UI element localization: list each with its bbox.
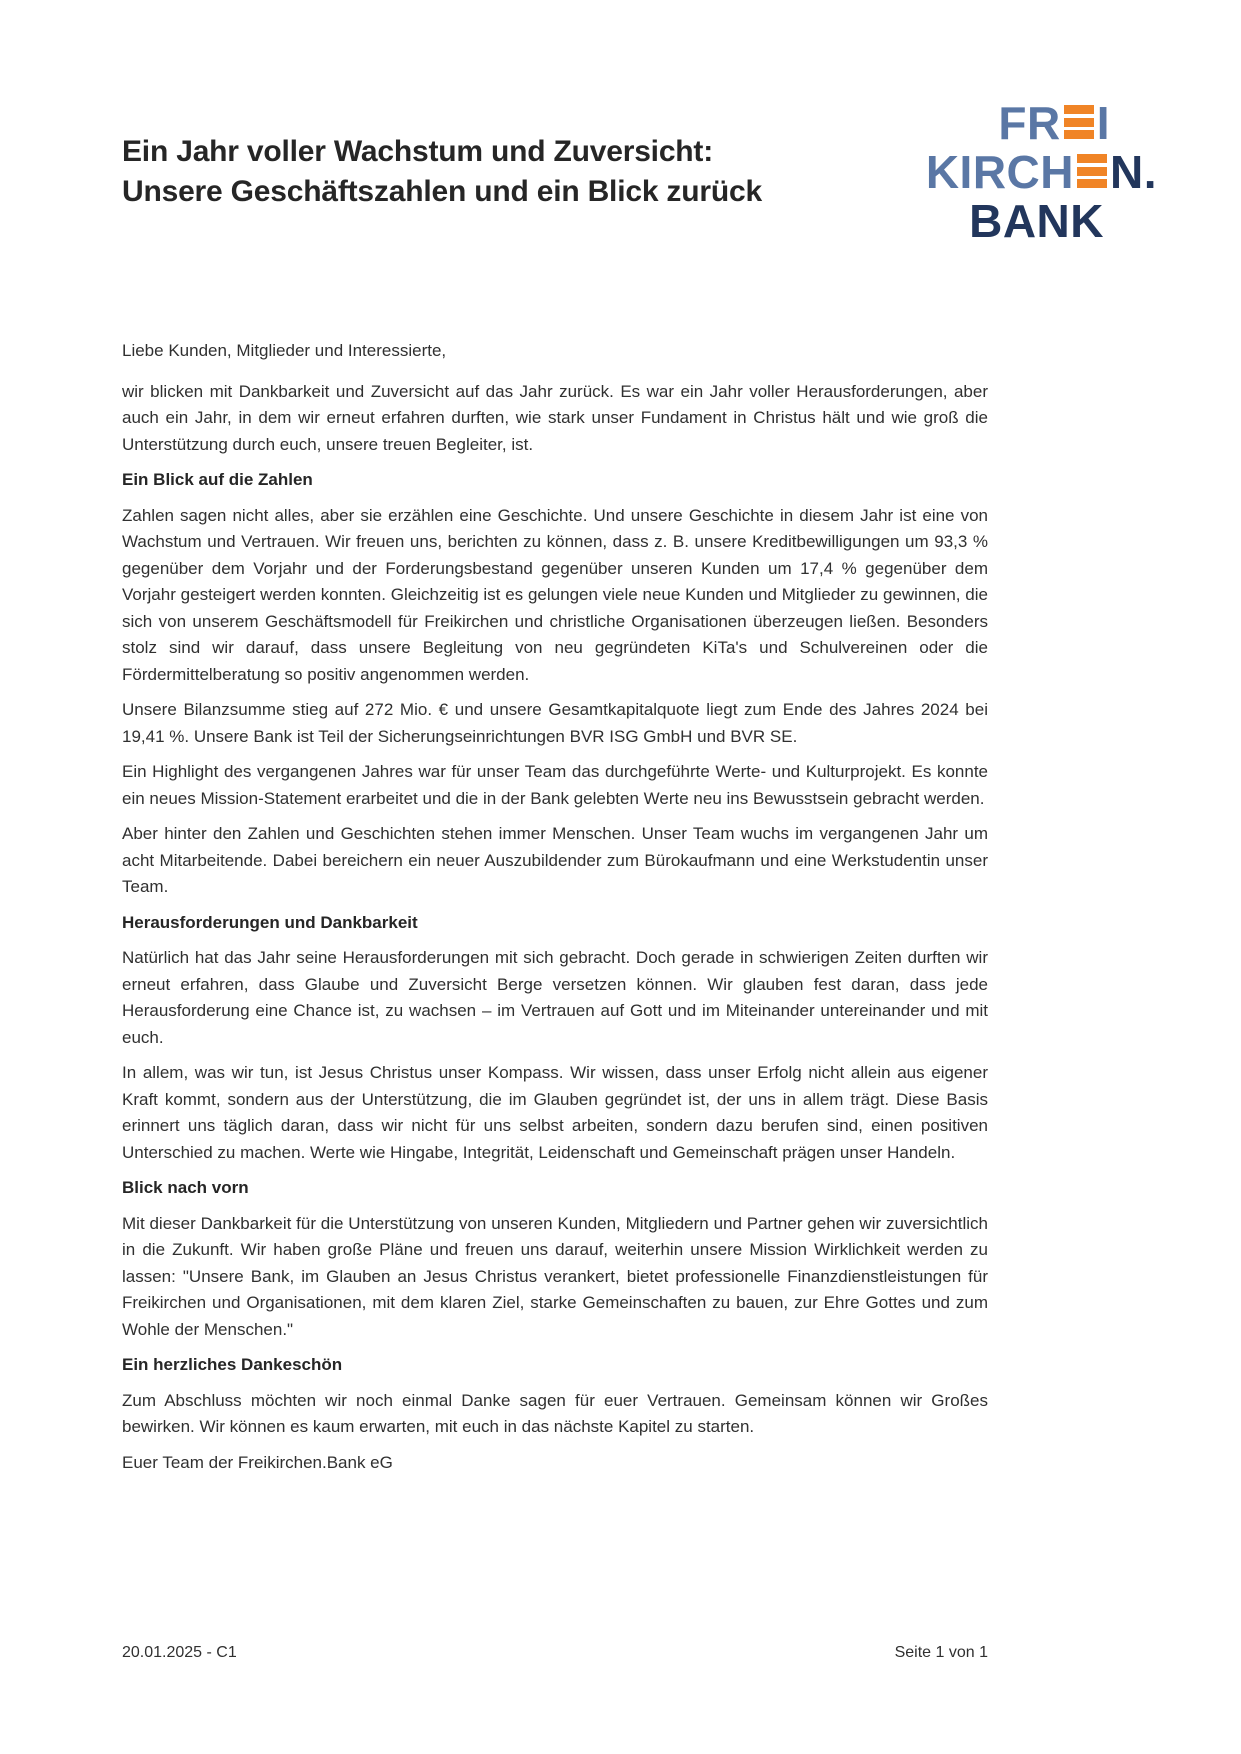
paragraph: Aber hinter den Zahlen und Geschichten stehen immer Menschen. Unser Team wuchs im vergangenen Jahr um acht Mitarbeitende. Dabei bereichern ein neuer Auszubildender zum Bürokaufmann und eine Werkstudentin unser Team.: [122, 824, 988, 896]
salutation: Liebe Kunden, Mitglieder und Interessierte,: [122, 341, 447, 360]
logo-e-bars-icon: [1077, 154, 1107, 188]
bank-logo: [926, 99, 1157, 246]
section-heading: Herausforderungen und Dankbarkeit: [122, 912, 418, 932]
paragraph: Unsere Bilanzsumme stieg auf 272 Mio. € und unsere Gesamtkapitalquote liegt zum Ende des Jahres 2024 bei 19,41 %. Unsere Bank ist Teil der Sicherungseinrichtungen BVR ISG GmbH und BVR SE.: [122, 700, 988, 746]
paragraph: Ein Highlight des vergangenen Jahres war für unser Team das durchgeführte Werte- und Kulturprojekt. Es konnte ein neues Mission-Statement erarbeitet und die in der Bank gelebten Werte neu ins Bewusstsein gebracht werden.: [122, 762, 988, 808]
paragraph: In allem, was wir tun, ist Jesus Christus unser Kompass. Wir wissen, dass unser Erfolg nicht allein aus eigener Kraft kommt, sondern aus der Unterstützung, die im Glauben gegründet ist, der uns in allem trägt. Diese Basis erinnert uns täglich daran, dass wir nicht für uns selbst arbeiten, sondern dazu berufen sind, einen positiven Unterschied zu machen. Werte wie Hingabe, Integrität, Leidenschaft und Gemeinschaft prägen unser Handeln.: [122, 1063, 988, 1162]
page-title: Ein Jahr voller Wachstum und Zuversicht: Unsere Geschäftszahlen und ein Blick zurück: [122, 135, 762, 208]
section-heading: Ein Blick auf die Zahlen: [122, 470, 313, 489]
paragraph: Zahlen sagen nicht alles, aber sie erzählen eine Geschichte. Und unsere Geschichte in diesem Jahr ist eine von Wachstum und Vertrauen. Wir freuen uns, berichten zu können, dass z. B. unsere Kreditbewilligungen um 93,3 % gegenüber dem Vorjahr und der Forderungsbestand gegenüber unseren Kunden um 17,4 % gegenüber dem Vorjahr gesteigert werden konnten. Gleichzeitig ist es gelungen viele neue Kunden und Mitglieder zu gewinnen, die sich von unserem Geschäftsmodell für Freikirchen und christliche Organisationen überzeugen ließen. Besonders stolz sind wir darauf, dass unsere Begleitung von neu gegründeten KiTa's und Schulvereinen oder die Fördermittelberatung so positiv angenommen werden.: [122, 505, 988, 684]
closing-line: Euer Team der Freikirchen.Bank eG: [122, 1452, 393, 1472]
paragraph: wir blicken mit Dankbarkeit und Zuversicht auf das Jahr zurück. Es war ein Jahr voller Herausforderungen, aber auch ein Jahr, in dem wir erneut erfahren durften, wie stark unser Fundament in Christus hält und wie groß die Unterstützung durch euch, unsere treuen Begleiter, ist.: [122, 381, 988, 454]
footer-date-classification: 20.01.2025 - C1: [122, 1644, 237, 1661]
section-heading: Ein herzliches Dankeschön: [122, 1355, 343, 1374]
paragraph: Natürlich hat das Jahr seine Herausforderungen mit sich gebracht. Doch gerade in schwierigen Zeiten durften wir erneut erfahren, dass Glaube und Zuversicht Berge versetzen können. Wir glauben fest daran, dass jede Herausforderung eine Chance ist, zu wachsen – im Vertrauen auf Gott und im Miteinander untereinander und mit euch.: [122, 948, 988, 1047]
logo-line-bank: BANK: [969, 195, 1104, 247]
letter-body: [122, 338, 988, 1485]
logo-e-bars-icon: [1064, 105, 1094, 139]
paragraph: Mit dieser Dankbarkeit für die Unterstützung von unseren Kunden, Mitgliedern und Partner gehen wir zuversichtlich in die Zukunft. Wir haben große Pläne und freuen uns darauf, weiterhin unsere Mission Wirklichkeit werden zu lassen: "Unsere Bank, im Glauben an Jesus Christus verankert, bietet professionelle Finanzdienstleistungen für Freikirchen und Organisationen, mit dem klaren Ziel, starke Gemeinschaften zu bauen, zur Ehre Gottes und zum Wohle der Menschen.": [122, 1213, 988, 1339]
logo-line-kirchen: KIRCH N.: [925, 146, 1157, 198]
page-footer: [122, 1644, 988, 1662]
logo-line-frei: FR I: [998, 97, 1110, 149]
section-heading: Blick nach vorn: [122, 1178, 249, 1197]
paragraph: Zum Abschluss möchten wir noch einmal Danke sagen für euer Vertrauen. Gemeinsam können wir Großes bewirken. Wir können es kaum erwarten, mit euch in das nächste Kapitel zu starten.: [122, 1390, 988, 1436]
footer-page-number: Seite 1 von 1: [894, 1644, 988, 1661]
